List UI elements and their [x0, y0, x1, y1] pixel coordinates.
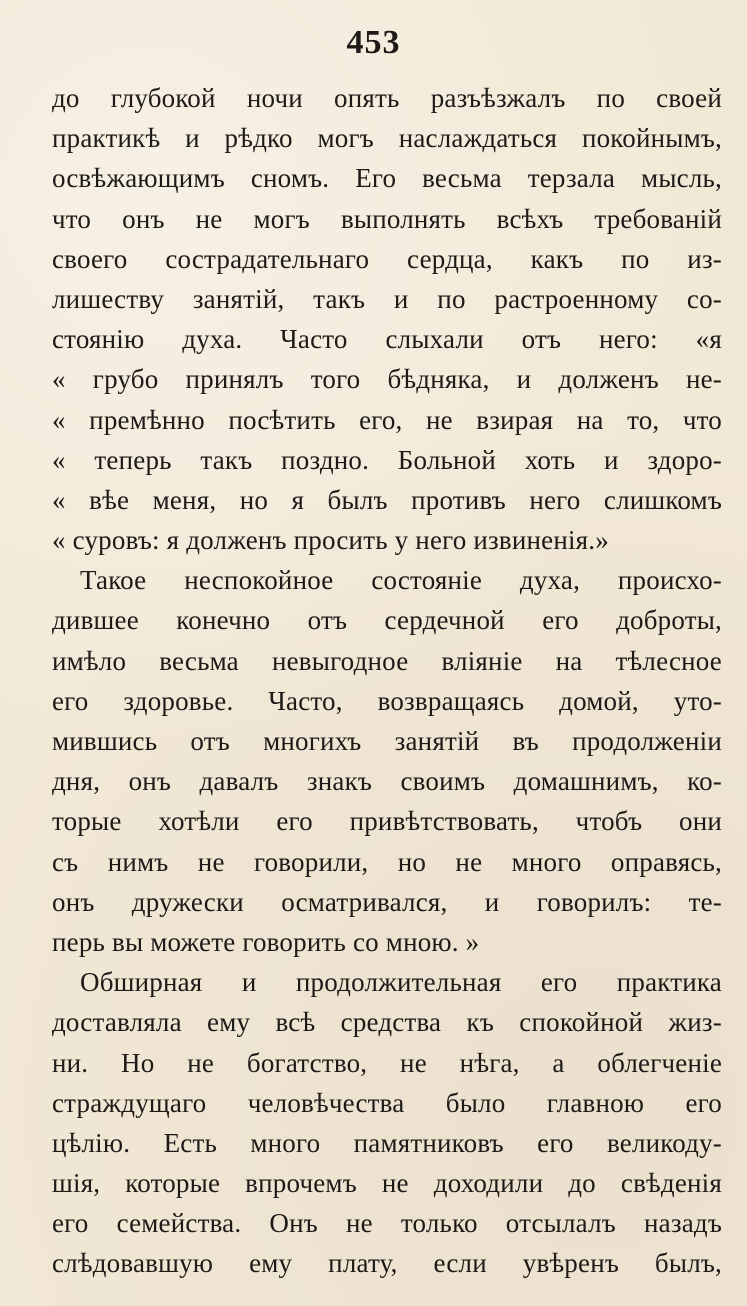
text-line: съ нимъ не говорили, но не много оправясь, — [52, 846, 722, 877]
text-line: шія, которые впрочемъ не доходили до свѣденія — [52, 1168, 722, 1199]
text-line: до глубокой ночи опять разъѣзжалъ по своей — [52, 83, 722, 113]
text-line: страждущаго человѣчества было главною его — [52, 1087, 722, 1118]
text-line: « премѣнно посѣтить его, не взирая на то, что — [52, 404, 722, 435]
text-line: « вѣе меня, но я былъ противъ него слишкомъ — [52, 484, 722, 515]
page-number: 453 — [346, 24, 401, 61]
text-line: Обширная и продолжительная его практика — [80, 967, 722, 998]
text-line: имѣло весьма невыгодное вліяніе на тѣлесное — [52, 645, 722, 676]
text-line: ни. Но не богатство, не нѣга, а облегченіе — [52, 1047, 722, 1078]
text-line: доставляла ему всѣ средства къ спокойной жиз- — [52, 1007, 722, 1038]
text-line: « суровъ: я долженъ просить у него извиненія.» — [52, 525, 609, 556]
text-line: освѣжающимъ сномъ. Его весьма терзала мысль, — [52, 163, 722, 194]
text-line: мившись отъ многихъ занятій въ продолженіи — [52, 726, 722, 756]
text-line: его здоровье. Часто, возвращаясь домой, уто- — [52, 685, 722, 716]
text-line: его семейства. Онъ не только отсылалъ назадъ — [52, 1208, 722, 1239]
text-line: что онъ не могъ выполнять всѣхъ требованій — [52, 203, 722, 234]
text-line: стоянію духа. Часто слыхали отъ него: «я — [52, 324, 722, 355]
body-text — [52, 78, 722, 1284]
text-line: торые хотѣли его привѣтствовать, чтобъ они — [52, 806, 722, 837]
text-line: перь вы можете говорить со мною. » — [52, 926, 480, 957]
text-line: « грубо принялъ того бѣдняка, и долженъ не- — [52, 364, 722, 395]
text-line: лишеству занятій, такъ и по растроенному со- — [52, 283, 722, 314]
text-line: онъ дружески осматривался, и говорилъ: те- — [52, 886, 722, 917]
text-line: слѣдовавшую ему плату, если увѣренъ былъ, — [52, 1248, 722, 1279]
text-line: дившее конечно отъ сердечной его доброты, — [52, 605, 722, 636]
text-line: своего сострадательнаго сердца, какъ по из- — [52, 243, 722, 274]
text-line: Такое неспокойное состояніе духа, происхо- — [80, 565, 722, 596]
text-line: практикѣ и рѣдко могъ наслаждаться покойнымъ, — [52, 123, 722, 154]
text-line: цѣлію. Есть много памятниковъ его великоду- — [52, 1127, 722, 1158]
text-line: дня, онъ давалъ знакъ своимъ домашнимъ, ко- — [52, 766, 722, 797]
text-line: « теперь такъ поздно. Больной хоть и здоро- — [52, 444, 722, 475]
